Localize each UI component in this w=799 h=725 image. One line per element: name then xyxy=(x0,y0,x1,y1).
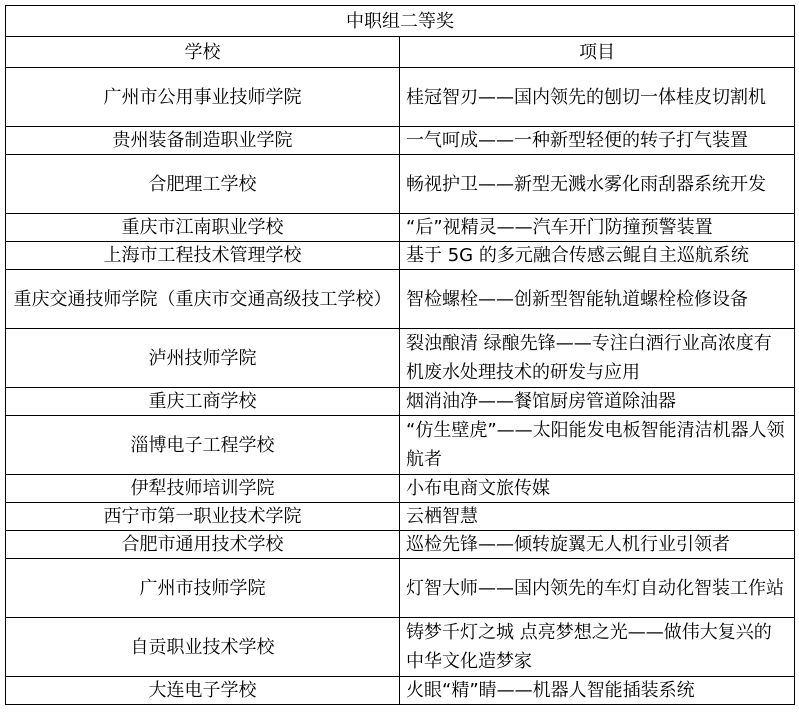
school-cell: 广州市公用事业技师学院 xyxy=(6,68,400,127)
project-cell: 裂浊酿清 绿酿先锋——专注白酒行业高浓度有机废水处理技术的研发与应用 xyxy=(400,329,795,388)
table-row xyxy=(6,68,795,127)
title-row xyxy=(6,6,795,37)
school-cell: 上海市工程技术管理学校 xyxy=(6,242,400,270)
project-cell: 巡检先锋——倾转旋翼无人机行业引领者 xyxy=(400,531,795,559)
project-cell: 云栖智慧 xyxy=(400,503,795,531)
project-cell: 一气呵成——一种新型轻便的转子打气装置 xyxy=(400,127,795,155)
school-cell: 重庆市江南职业学校 xyxy=(6,214,400,242)
project-cell: 智检螺栓——创新型智能轨道螺栓检修设备 xyxy=(400,270,795,329)
school-cell: 淄博电子工程学校 xyxy=(6,416,400,475)
project-cell: 烟消油净——餐馆厨房管道除油器 xyxy=(400,388,795,416)
project-cell: 灯智大师——国内领先的车灯自动化智装工作站 xyxy=(400,559,795,618)
header-school: 学校 xyxy=(6,37,400,68)
table-row xyxy=(6,618,795,677)
table-row xyxy=(6,416,795,475)
table-row xyxy=(6,531,795,559)
table-row xyxy=(6,388,795,416)
table-row xyxy=(6,329,795,388)
table-row xyxy=(6,475,795,503)
project-cell: 火眼“精”睛——机器人智能插装系统 xyxy=(400,677,795,705)
table-row xyxy=(6,155,795,214)
header-row xyxy=(6,37,795,68)
project-cell: 小布电商文旅传媒 xyxy=(400,475,795,503)
table-row xyxy=(6,214,795,242)
project-cell: “仿生壁虎”——太阳能发电板智能清洁机器人领航者 xyxy=(400,416,795,475)
school-cell: 自贡职业技术学校 xyxy=(6,618,400,677)
table-title: 中职组二等奖 xyxy=(6,6,795,37)
table-row xyxy=(6,503,795,531)
school-cell: 西宁市第一职业技术学院 xyxy=(6,503,400,531)
table-row xyxy=(6,677,795,705)
header-project: 项目 xyxy=(400,37,795,68)
school-cell: 广州市技师学院 xyxy=(6,559,400,618)
project-cell: 畅视护卫——新型无溅水雾化雨刮器系统开发 xyxy=(400,155,795,214)
table-row xyxy=(6,270,795,329)
award-table xyxy=(5,5,795,705)
project-cell: 桂冠智刃——国内领先的刨切一体桂皮切割机 xyxy=(400,68,795,127)
school-cell: 合肥理工学校 xyxy=(6,155,400,214)
project-cell: “后”视精灵——汽车开门防撞预警装置 xyxy=(400,214,795,242)
school-cell: 重庆工商学校 xyxy=(6,388,400,416)
school-cell: 泸州技师学院 xyxy=(6,329,400,388)
school-cell: 伊犁技师培训学院 xyxy=(6,475,400,503)
school-cell: 大连电子学校 xyxy=(6,677,400,705)
school-cell: 贵州装备制造职业学院 xyxy=(6,127,400,155)
table-row xyxy=(6,242,795,270)
school-cell: 重庆交通技师学院（重庆市交通高级技工学校） xyxy=(6,270,400,329)
project-cell: 铸梦千灯之城 点亮梦想之光——做伟大复兴的中华文化造梦家 xyxy=(400,618,795,677)
school-cell: 合肥市通用技术学校 xyxy=(6,531,400,559)
table-row xyxy=(6,559,795,618)
table-row xyxy=(6,127,795,155)
project-cell: 基于 5G 的多元融合传感云鲲自主巡航系统 xyxy=(400,242,795,270)
